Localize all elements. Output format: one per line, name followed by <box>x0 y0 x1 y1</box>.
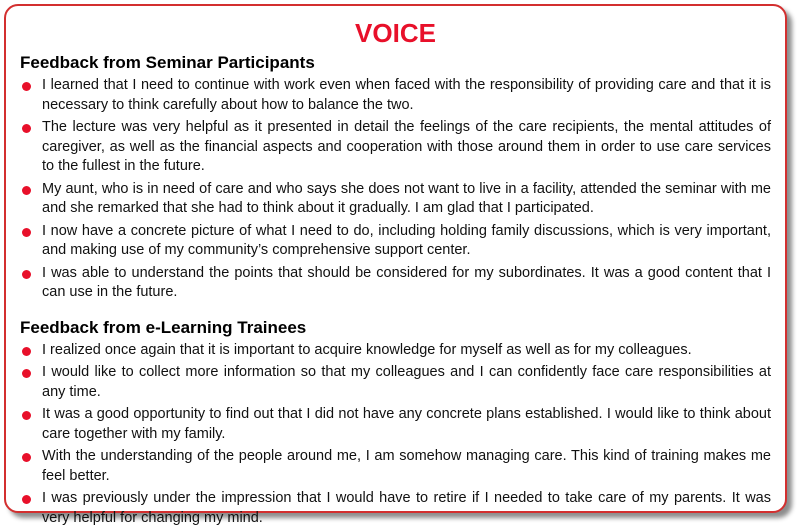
section-heading-elearning: Feedback from e-Learning Trainees <box>20 317 307 337</box>
bullet-icon <box>22 186 31 195</box>
list-item <box>20 118 771 177</box>
bullet-icon <box>22 495 31 504</box>
bullet-icon <box>22 347 31 356</box>
list-item-text: I would like to collect more information so that my colleagues and I can confidently face care responsibilities at any time. <box>42 364 771 400</box>
voice-panel <box>4 4 787 526</box>
list-item <box>20 489 771 528</box>
list-item-text: I now have a concrete picture of what I need to do, including holding family discussions, which is very important, and making use of my community’s comprehensive support center. <box>42 222 771 258</box>
list-item-text: I learned that I need to continue with work even when faced with the responsibility of providing care and that it is necessary to think carefully about how to balance the two. <box>42 77 771 113</box>
list-item-text: I was able to understand the points that should be considered for my subordinates. It was a good content that I can use in the future. <box>42 264 771 300</box>
list-item <box>20 447 771 486</box>
list-item-text: I realized once again that it is important to acquire knowledge for myself as well as for my colleagues. <box>42 341 692 358</box>
section-heading-seminar: Feedback from Seminar Participants <box>20 53 315 72</box>
list-item-text: It was a good opportunity to find out that I did not have any concrete plans established. I would like to think about care together with my family. <box>42 406 771 442</box>
list-item <box>20 405 771 444</box>
bullet-icon <box>22 270 31 279</box>
page-title: VOICE <box>355 18 436 48</box>
bullet-icon <box>22 82 31 91</box>
list-item-text: My aunt, who is in need of care and who says she does not want to live in a facility, attended the seminar with me and she remarked that she had to think about it gradually. I am glad that I participated. <box>42 180 771 216</box>
elearning-feedback-list <box>20 341 771 528</box>
list-item-text: I was previously under the impression that I would have to retire if I needed to take care of my parents. It was very helpful for changing my mind. <box>42 490 771 526</box>
bullet-icon <box>22 228 31 237</box>
bullet-icon <box>22 453 31 462</box>
list-item <box>20 222 771 261</box>
list-item-text: The lecture was very helpful as it presented in detail the feelings of the care recipients, the mental attitudes of caregiver, as well as the financial aspects and cooperation with those around them in order to use care services to the fullest in the future. <box>42 119 771 174</box>
seminar-feedback-list <box>20 76 771 303</box>
list-item <box>20 264 771 303</box>
list-item <box>20 341 771 361</box>
list-item <box>20 363 771 402</box>
list-item <box>20 180 771 219</box>
list-item <box>20 76 771 115</box>
bullet-icon <box>22 124 31 133</box>
bullet-icon <box>22 369 31 378</box>
bullet-icon <box>22 411 31 420</box>
list-item-text: With the understanding of the people around me, I am somehow managing care. This kind of training makes me feel better. <box>42 448 771 484</box>
